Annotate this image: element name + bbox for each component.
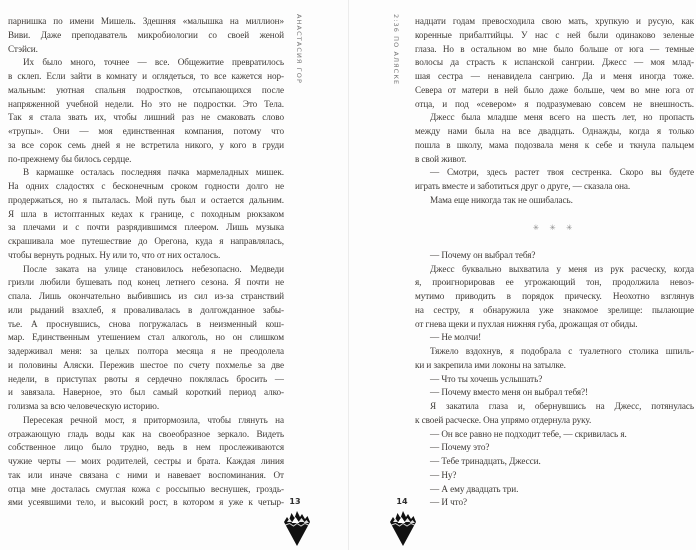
text-line: Севера от матери в ней было даже больше, чем во мне юга от <box>415 84 694 95</box>
text-line <box>415 235 694 249</box>
text-line: — Почему это? <box>430 442 490 453</box>
text-line: парнишка по имени Мишель. Здешняя «малышка на миллион» <box>8 16 284 26</box>
text-line: ями усеявшими тело, и высокий рост, в котором я уже к четыр- <box>8 497 284 508</box>
text-line: волосы да страсть к испанской сангрии. Джесс — моя млад- <box>415 57 694 68</box>
text-line: продержаться, но я пыталась. Мой путь был и остается дальним. <box>8 194 284 205</box>
text-line: чтобы вернуть родных. Ну или то, что от них осталось. <box>8 249 221 260</box>
page-left-text <box>8 15 284 510</box>
text-line: глаза. Но в остальном во мне было больше от юга — темные <box>415 43 694 54</box>
text-line: в склеп. Если зайти в комнату и оглядеться, то все кажется нор- <box>8 71 284 81</box>
text-line: отражающую гладь воды как на своеобразное зеркало. Видеть <box>8 428 284 439</box>
text-line: гризли любили бушевать под конец летнего сезона. Я почти не <box>8 277 284 288</box>
text-line: Я закатила глаза и, обернувшись на Джесс, потянулась <box>430 401 694 411</box>
text-line: Джесс буквально выхватила у меня из рук расческу, когда <box>430 263 694 274</box>
text-line: пошла в школу, мама подозвала меня к себе и ткнула пальцем <box>415 139 694 150</box>
text-line: спала. Лишь окончательно выбившись из сил из-за странствий <box>8 291 284 301</box>
text-line: Их было много, точнее — все. Общежитие превратилось <box>23 57 284 68</box>
text-line: отца мне досталась смуглая кожа с россыпью веснушек, гроздь- <box>8 483 284 494</box>
text-line: коренные прибалтийцы. У нас с ней были одинаково зеленые <box>415 29 694 40</box>
text-line: — Почему вместо меня он выбрал тебя?! <box>430 387 588 398</box>
text-line: — И что? <box>430 497 467 508</box>
text-line <box>415 208 694 222</box>
running-header-title: 2:36 ПО АЛЯСКЕ <box>392 14 400 86</box>
text-line: В кармашке осталась последняя пачка мармеладных мишек. <box>23 167 284 178</box>
text-line: — А ему двадцать три. <box>430 483 519 494</box>
text-line: шая сестра — ненавидела сангрию. Да и меня иногда тоже. <box>415 71 694 81</box>
text-line: по-прежнему бы билось сердце. <box>8 153 132 164</box>
text-line: Тяжело вздохнув, я подобрала с туалетного столика шпиль- <box>430 346 694 356</box>
text-line: мальным: уютная спальня подростков, отсыпающихся после <box>8 84 284 95</box>
text-line: напряженной учебной недели. Но это не подростки. Это Тела. <box>8 98 284 109</box>
text-line: и завязала. Наверное, это был самый короткий период алко- <box>8 387 284 398</box>
text-line: «трупы». Они — моя единственная компания, потому что <box>8 126 284 136</box>
text-line: от гнева щеки и пухлая нижняя губа, дрожащая от обиды. <box>415 318 638 329</box>
text-line: за плечами и с почти разрядившимся плеером. Лишь музыка <box>8 222 284 233</box>
text-line: в свой живот. <box>415 153 467 164</box>
text-line: Джесс была младше меня всего на шесть лет, но пропасть <box>430 112 694 123</box>
text-line: — Ну? <box>430 469 457 480</box>
text-line: собственное лицо было трудно, ведь в нем прослеживаются <box>8 442 284 453</box>
text-line: — Не молчи! <box>430 332 482 343</box>
text-line: играть вместе и заботиться друг о друге, — сказала она. <box>415 181 631 191</box>
text-line: к своей расческе. Она упрямо отдернула руку. <box>415 414 592 425</box>
text-line: — Почему он выбрал тебя? <box>430 249 536 260</box>
scene-break-separator: ✳ ✳ ✳ <box>532 223 577 233</box>
text-line: я, проигнорировав ее угрожающий тон, продолжила невоз- <box>415 277 694 288</box>
text-line: отца, и под «севером» я подразумеваю совсем не внешность. <box>415 98 694 109</box>
text-line: голизма за всю человеческую историю. <box>8 401 160 411</box>
mountain-ornament-icon <box>284 511 310 547</box>
text-line: мар. Единственным утешением стал алкоголь, но он слишком <box>8 332 284 343</box>
text-line: на сестру, я обнаружила уже знакомое зрелище: пылающие <box>415 304 694 315</box>
text-line: Я шла в истоптанных кедах к границе, с походным рюкзаком <box>8 208 284 219</box>
text-line: — Он все равно не подходит тебе, — скривилась я. <box>430 428 627 439</box>
text-line: Виви. Даже преподаватель микробиологии со своей женой <box>8 29 284 40</box>
text-line: На одних сладостях с бесконечным сроком годности долго не <box>8 181 284 191</box>
text-line: так или иначе связана с ними и навевает воспоминания. От <box>8 469 284 480</box>
text-line: Пересекая речной мост, я притормозила, чтобы глянуть на <box>23 414 284 425</box>
text-line: недели, в приступах рвоты я сердечно поклялась бросить — <box>8 373 284 384</box>
text-line: Так я стала звать их, чтобы лишний раз не смаковать слово <box>8 112 284 123</box>
text-line: Стэйси. <box>8 43 38 54</box>
text-line: задерживал меня: за целых полтора месяца я не преодолела <box>8 346 284 356</box>
page-number-right: 14 <box>396 497 408 506</box>
text-line: — Тебе тринадцать, Джесси. <box>430 456 541 466</box>
text-line: надцати годам превосходила свою мать, хрупкую и русую, как <box>415 16 694 26</box>
running-header-author: АНАСТАСИЯ ГОР <box>295 14 303 85</box>
text-line: чужие черты — моих родителей, сестры и брата. Каждая линия <box>8 456 284 466</box>
text-line: Мама еще никогда так не ошибалась. <box>430 194 573 205</box>
text-line: или рыданий взахлеб, я проваливалась в долгожданное забы- <box>8 304 284 315</box>
text-line: скрашивала мое путешествие до Орегона, куда я направлялась, <box>8 236 284 246</box>
text-line: — Что ты хочешь услышать? <box>430 373 543 384</box>
text-line: и половины Аляски. Пережив шестое по счету похмелье за две <box>8 359 284 370</box>
text-line: — Смотри, здесь растет твоя сестренка. Скоро вы будете <box>430 167 694 178</box>
page-right[interactable] <box>349 0 696 550</box>
text-line: мутимо приводить в порядок прическу. Неохотно взглянув <box>415 291 694 301</box>
text-line: между нами была на все двадцать. Однажды, когда я только <box>415 126 694 136</box>
text-line: за все сорок семь дней я не встретила никого, у кого в груди <box>8 139 284 150</box>
page-number-left: 13 <box>289 497 301 506</box>
text-line: тье. А проснувшись, снова погружалась в неизменный кош- <box>8 318 284 329</box>
mountain-ornament-icon <box>390 511 416 547</box>
page-right-text <box>415 15 694 510</box>
text-line: ки и закрепила ими локоны на затылке. <box>415 359 566 370</box>
text-line: После заката на улице становилось небезопасно. Медведи <box>23 263 284 274</box>
